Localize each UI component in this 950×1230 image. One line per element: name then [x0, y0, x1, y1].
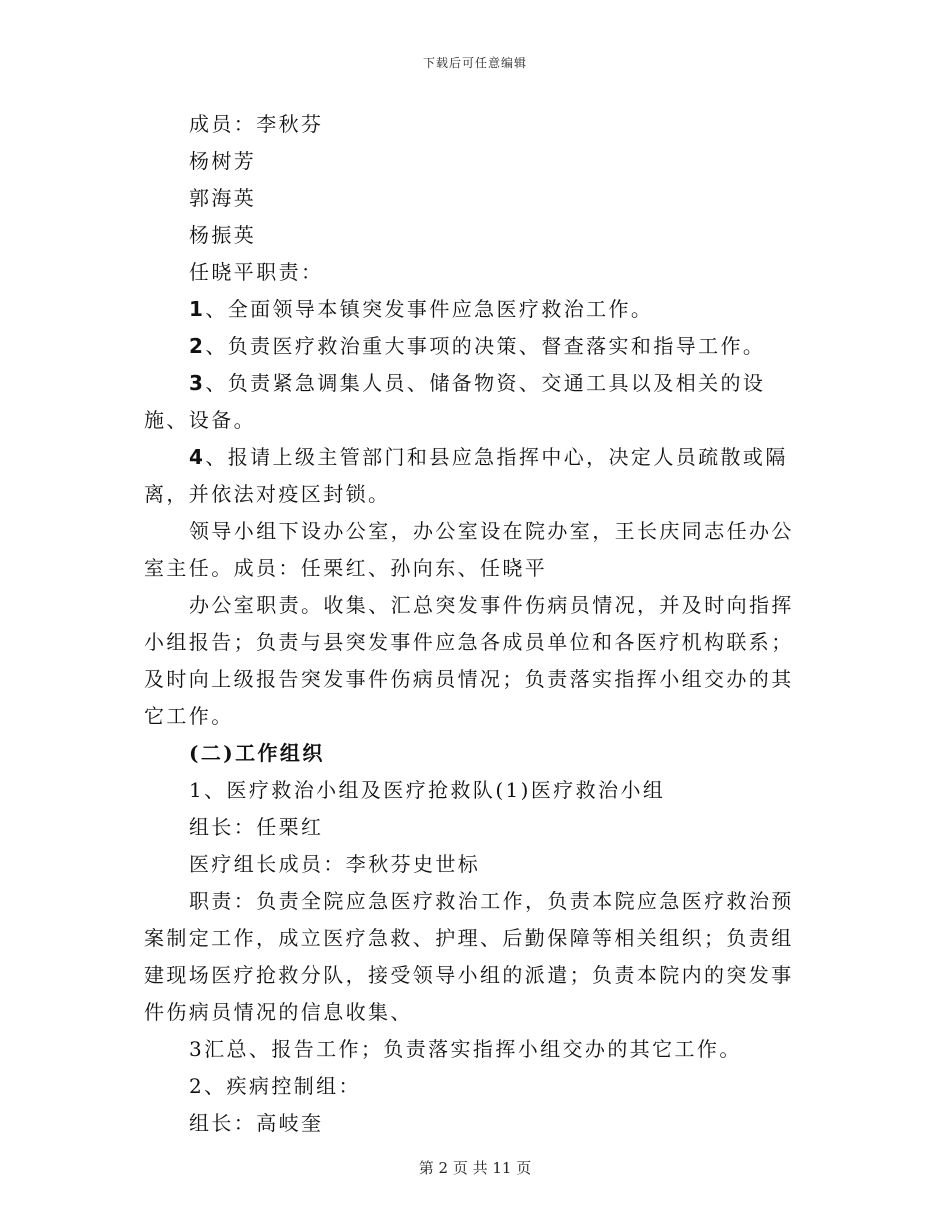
- page-footer: 第 2 页 共 11 页: [418, 1159, 532, 1177]
- paragraph: [144, 846, 804, 883]
- paragraph-text: 、全面领导本镇突发事件应急医疗救治工作。: [205, 297, 654, 321]
- item-number: 3: [189, 371, 206, 395]
- paragraph: [144, 254, 804, 291]
- paragraph-text: 组长：任栗红: [189, 815, 324, 839]
- paragraph: [144, 106, 804, 143]
- paragraph-text: 1、医疗救治小组及医疗抢救队(1)医疗救治小组: [189, 778, 666, 802]
- paragraph-text: 领导小组下设办公室，办公室设在院办室，王长庆同志任办公室主任。成员：任栗红、孙向东、任晓平: [144, 519, 794, 580]
- paragraph: [144, 772, 804, 809]
- paragraph-text: 成员：李秋芬: [189, 112, 324, 136]
- numbered-paragraph: [144, 291, 804, 328]
- paragraph-text: 组长：高岐奎: [189, 1111, 324, 1135]
- paragraph: [144, 217, 804, 254]
- paragraph-text: 杨树芳: [189, 149, 257, 173]
- paragraph-text: 、负责紧急调集人员、储备物资、交通工具以及相关的设施、设备。: [144, 371, 766, 432]
- numbered-paragraph: [144, 365, 804, 439]
- heading-text: (二)工作组织: [189, 741, 325, 765]
- page-header: 下载后可任意编辑: [422, 56, 527, 70]
- numbered-paragraph: [144, 439, 804, 513]
- paragraph: [144, 1105, 804, 1142]
- paragraph-text: 、负责医疗救治重大事项的决策、督查落实和指导工作。: [205, 334, 766, 358]
- paragraph: [144, 809, 804, 846]
- paragraph-text: 3汇总、报告工作；负责落实指挥小组交办的其它工作。: [189, 1037, 742, 1061]
- paragraph: [144, 883, 804, 1031]
- item-number: 1: [189, 297, 206, 321]
- paragraph-text: 职责：负责全院应急医疗救治工作，负责本院应急医疗救治预案制定工作，成立医疗急救、护理、后勤保障等相关组织；负责组建现场医疗抢救分队，接受领导小组的派遣；负责本院内的突发事件伤病员情况的信息收集、: [144, 889, 794, 1024]
- paragraph-text: 、报请上级主管部门和县应急指挥中心，决定人员疏散或隔离，并依法对疫区封锁。: [144, 445, 788, 506]
- paragraph: [144, 180, 804, 217]
- paragraph-text: 郭海英: [189, 186, 257, 210]
- paragraph-text: 医疗组长成员：李秋芬史世标: [189, 852, 481, 876]
- item-number: 4: [189, 445, 206, 469]
- paragraph: [144, 143, 804, 180]
- paragraph-text: 2、疾病控制组：: [189, 1074, 361, 1098]
- item-number: 2: [189, 334, 206, 358]
- paragraph-text: 杨振英: [189, 223, 257, 247]
- paragraph: [144, 1068, 804, 1105]
- paragraph: [144, 513, 804, 587]
- paragraph-text: 办公室职责。收集、汇总突发事件伤病员情况，并及时向指挥小组报告；负责与县突发事件应急各成员单位和各医疗机构联系；及时向上级报告突发事件伤病员情况；负责落实指挥小组交办的其它工作。: [144, 593, 794, 728]
- paragraph: [144, 1031, 804, 1068]
- paragraph: [144, 587, 804, 735]
- paragraph-text: 任晓平职责：: [189, 260, 324, 284]
- section-heading: [144, 735, 804, 772]
- document-body: [144, 106, 804, 1142]
- numbered-paragraph: [144, 328, 804, 365]
